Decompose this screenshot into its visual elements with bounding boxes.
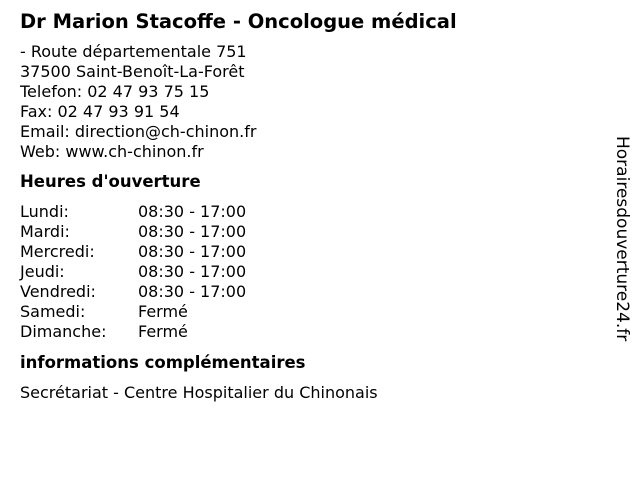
day-label: Mardi: bbox=[20, 222, 70, 241]
day-label: Dimanche: bbox=[20, 322, 107, 341]
day-label: Samedi: bbox=[20, 302, 86, 321]
time-value: Fermé bbox=[138, 302, 188, 321]
opening-hours-list bbox=[20, 202, 600, 342]
hours-row-tuesday bbox=[20, 222, 600, 242]
hours-row-sunday bbox=[20, 322, 600, 342]
day-label: Mercredi: bbox=[20, 242, 95, 261]
day-label: Lundi: bbox=[20, 202, 69, 221]
time-value: 08:30 - 17:00 bbox=[138, 202, 247, 221]
day-label: Vendredi: bbox=[20, 282, 96, 301]
hours-heading: Heures d'ouverture bbox=[20, 172, 201, 191]
time-value: 08:30 - 17:00 bbox=[138, 222, 247, 241]
hours-row-thursday bbox=[20, 262, 600, 282]
fax-line: Fax: 02 47 93 91 54 bbox=[20, 102, 180, 121]
contact-details bbox=[20, 42, 600, 162]
site-watermark: Horairesdouverture24.fr bbox=[612, 136, 632, 342]
address-line-2: 37500 Saint-Benoît-La-Forêt bbox=[20, 62, 245, 81]
business-card bbox=[20, 10, 600, 403]
time-value: 08:30 - 17:00 bbox=[138, 282, 247, 301]
day-label: Jeudi: bbox=[20, 262, 65, 281]
hours-row-wednesday bbox=[20, 242, 600, 262]
hours-row-saturday bbox=[20, 302, 600, 322]
address-line-1: - Route départementale 751 bbox=[20, 42, 247, 61]
business-name: Dr Marion Stacoffe - Oncologue médical bbox=[20, 10, 457, 33]
time-value: 08:30 - 17:00 bbox=[138, 262, 247, 281]
hours-row-monday bbox=[20, 202, 600, 222]
hours-row-friday bbox=[20, 282, 600, 302]
info-heading: informations complémentaires bbox=[20, 353, 306, 372]
time-value: 08:30 - 17:00 bbox=[138, 242, 247, 261]
info-text: Secrétariat - Centre Hospitalier du Chinonais bbox=[20, 383, 378, 402]
web-line[interactable]: Web: www.ch-chinon.fr bbox=[20, 142, 204, 161]
phone-line[interactable]: Telefon: 02 47 93 75 15 bbox=[20, 82, 210, 101]
time-value: Fermé bbox=[138, 322, 188, 341]
email-line[interactable]: Email: direction@ch-chinon.fr bbox=[20, 122, 257, 141]
